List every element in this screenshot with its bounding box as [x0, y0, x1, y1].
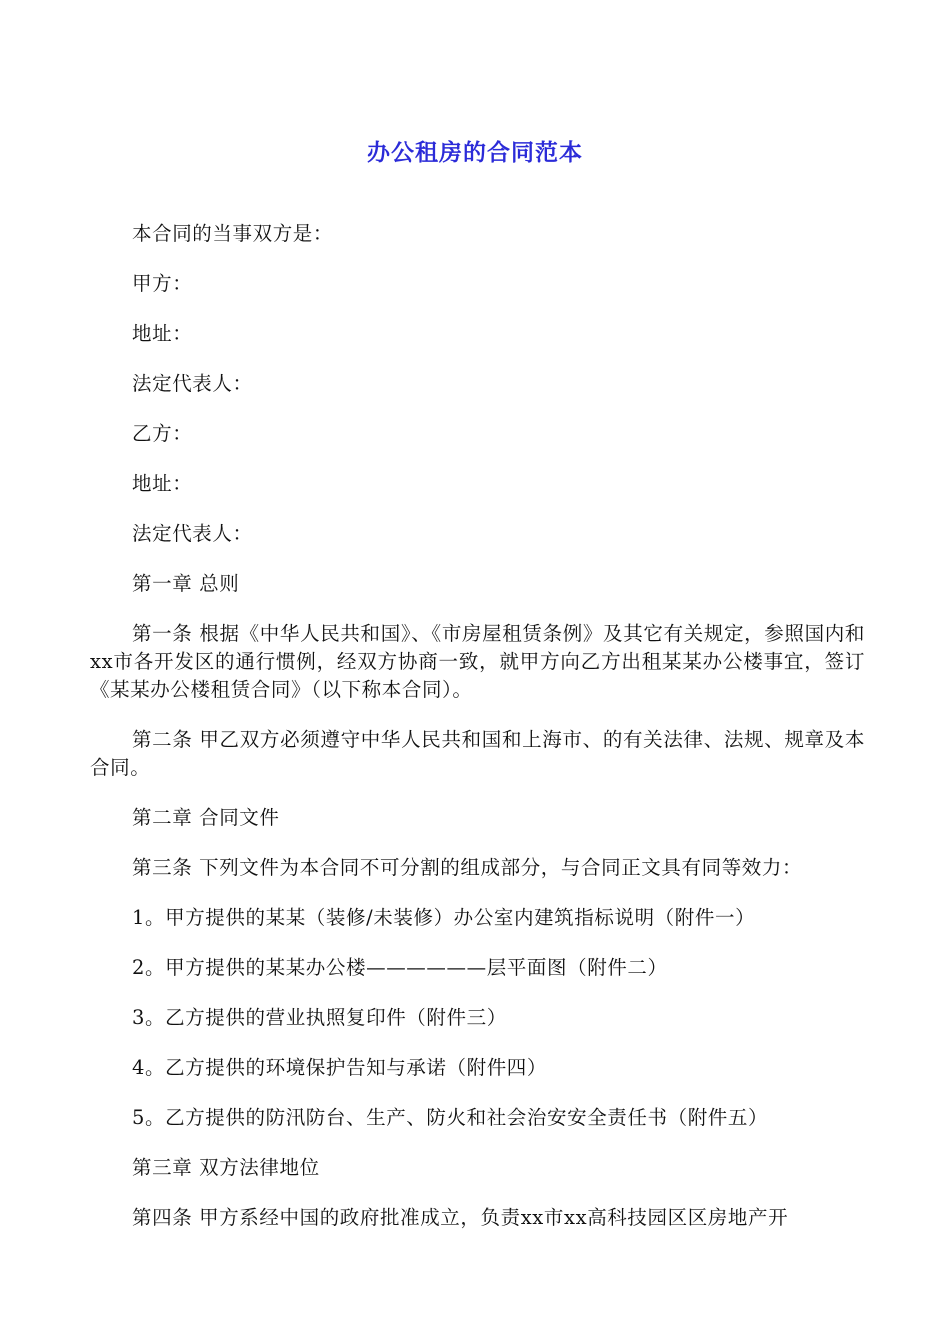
party-b-label: 乙方： — [132, 422, 193, 445]
article-1: 第一条 根据《中华人民共和国》、《市房屋租赁条例》及其它有关规定，参照国内和xx市各开发区的通行惯例，经双方协商一致，就甲方向乙方出租某某办公楼事宜，签订《某某办公楼租赁合同》（以下称本合同）。 — [90, 622, 865, 701]
intro-line: 本合同的当事双方是： — [132, 222, 334, 245]
party-a-label: 甲方： — [132, 272, 193, 295]
chapter-2-heading: 第二章 合同文件 — [132, 806, 280, 829]
article-3: 第三条 下列文件为本合同不可分割的组成部分，与合同正文具有同等效力： — [132, 856, 803, 879]
list-item: 1。甲方提供的某某（装修/未装修）办公室内建筑指标说明（附件一） — [132, 906, 756, 929]
list-item: 4。乙方提供的环境保护告知与承诺（附件四） — [132, 1056, 548, 1079]
document-title: 办公租房的合同范本 — [367, 140, 583, 166]
party-a-rep-label: 法定代表人： — [132, 372, 253, 395]
article-4: 第四条 甲方系经中国的政府批准成立，负责xx市xx高科技园区区房地产开 — [132, 1206, 789, 1229]
party-b-rep-label: 法定代表人： — [132, 522, 253, 545]
chapter-3-heading: 第三章 双方法律地位 — [132, 1156, 320, 1179]
list-item: 5。乙方提供的防汛防台、生产、防火和社会治安安全责任书（附件五） — [132, 1106, 769, 1129]
list-item: 3。乙方提供的营业执照复印件（附件三） — [132, 1006, 507, 1029]
document-body — [90, 220, 865, 1254]
party-a-address-label: 地址： — [132, 322, 193, 345]
chapter-1-heading: 第一章 总则 — [132, 572, 240, 595]
article-2: 第二条 甲乙双方必须遵守中华人民共和国和上海市、的有关法律、法规、规章及本合同。 — [90, 728, 865, 779]
list-item: 2。甲方提供的某某办公楼——————层平面图（附件二） — [132, 956, 668, 979]
party-b-address-label: 地址： — [132, 472, 193, 495]
